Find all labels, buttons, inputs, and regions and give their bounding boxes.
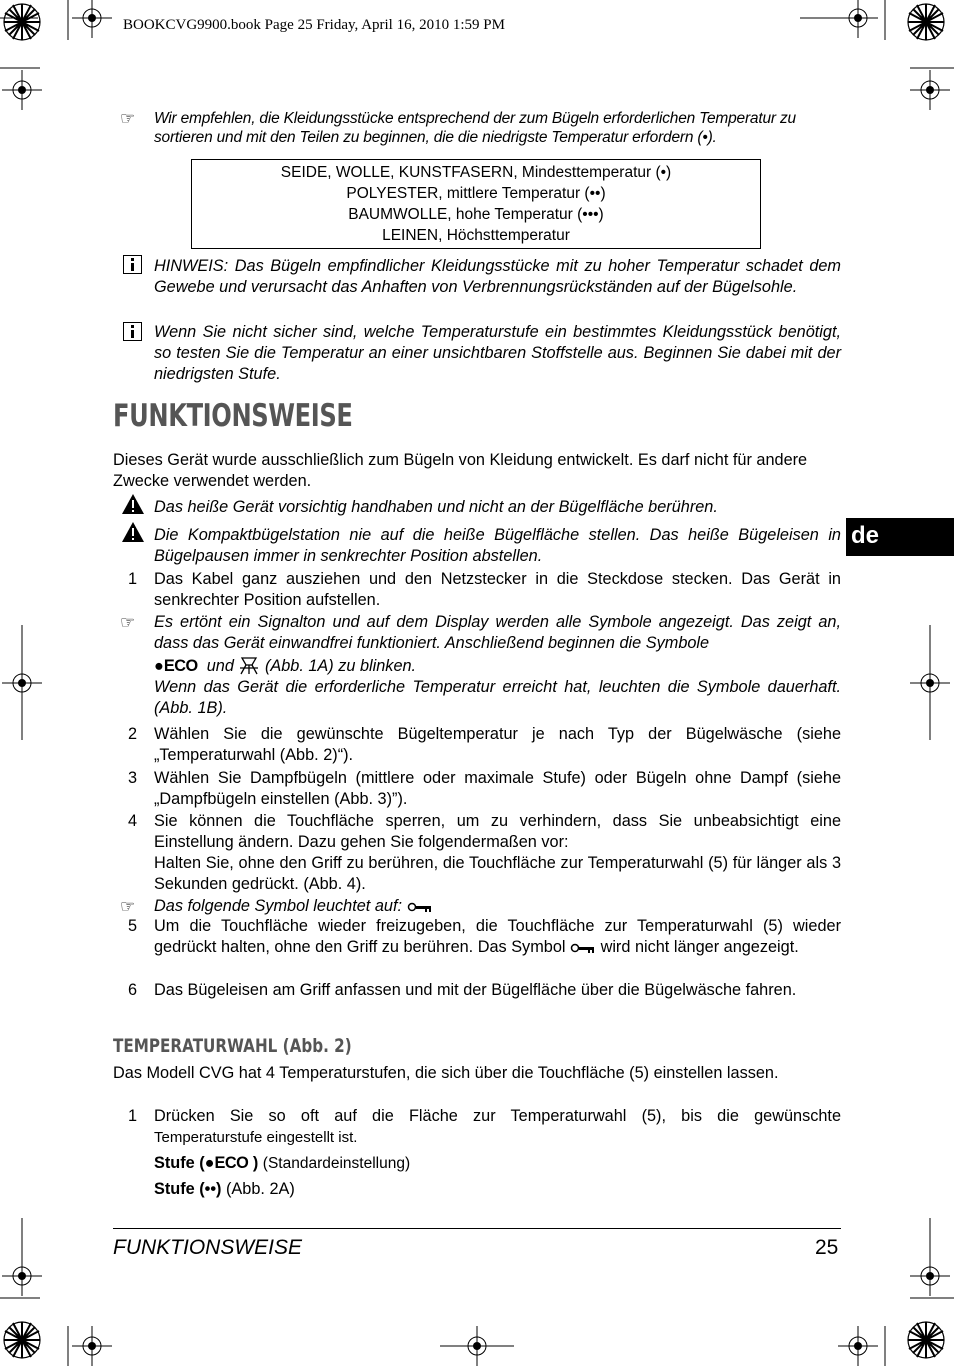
step-text: [154, 916, 841, 958]
level-eco: [154, 1153, 841, 1174]
intro-paragraph: Dieses Gerät wurde ausschließlich zum Bügeln von Kleidung entwickelt. Es darf nicht für andere Zwecke verwendet werden.: [113, 451, 808, 490]
tip-signal-text: Es ertönt ein Signalton und auf dem Display werden alle Symbole angezeigt. Das zeigt an, dass das Gerät einwandfrei funktioniert. Anschließend beginnen die Symbole: [154, 613, 841, 652]
info-icon: [123, 255, 142, 274]
page-number: 25: [815, 1236, 839, 1259]
note-delicate-fabrics: HINWEIS: Das Bügeln empfindlicher Kleidungsstücke mit zu hoher Temperatur schadet dem Gewebe und verursacht das Anhaften von Verbrennungsrückständen auf der Bügelsohle.: [154, 257, 841, 296]
eco-icon: ●ECO: [204, 1154, 249, 1172]
step-text-part: Sie können die Touchfläche sperren, um zu verhindern, dass Sie unbeabsichtigt eine Einstellung ändern. Dazu gehen Sie folgendermaßen vor:: [154, 812, 841, 851]
warning-station: Die Kompaktbügelstation nie auf die heiße Bügelfläche stellen. Das heiße Bügeleisen in Bügelpausen immer in senkrechter Position abstellen.: [154, 526, 841, 565]
print-header: BOOKCVG9900.book Page 25 Friday, April 16, 2010 1:59 PM: [123, 17, 505, 33]
step-text: Das Kabel ganz ausziehen und den Netzstecker in die Steckdose stecken. Das Gerät in senkrechter Position aufstellen.: [154, 570, 841, 609]
subsection-title: TEMPERATURWAHL (Abb. 2): [113, 1035, 352, 1057]
step-text: [154, 1106, 841, 1148]
level-two: [154, 1179, 841, 1200]
step-text-part: Temperaturstufe eingestellt ist.: [154, 1129, 358, 1146]
subsection-intro: Das Modell CVG hat 4 Temperaturstufen, die sich über die Touchfläche (5) einstellen lassen.: [113, 1064, 779, 1082]
table-row: LEINEN, Höchsttemperatur: [382, 227, 570, 244]
step-number: 2: [128, 725, 138, 743]
level-label: Stufe (••): [154, 1180, 222, 1198]
step-number: 6: [128, 981, 138, 999]
pointing-hand-icon: ☞: [120, 109, 136, 128]
step-number: 1: [128, 1107, 138, 1125]
level-note: (Abb. 2A): [226, 1180, 295, 1198]
level-note: (Standardeinstellung): [262, 1155, 411, 1172]
note-test-temperature: Wenn Sie nicht sicher sind, welche Temperaturstufe ein bestimmtes Kleidungsstück benötigt, so testen Sie die Temperatur an einer unsichtbaren Stoffstelle aus. Beginnen Sie dabei mit der niedrigsten Stufe.: [154, 323, 841, 383]
tip-blink: (Abb. 1A) zu blinken.: [264, 657, 417, 675]
key-icon: [570, 942, 596, 954]
tip-signal: [154, 612, 841, 719]
tip-sorting: Wir empfehlen, die Kleidungsstücke entsprechend der zum Bügeln erforderlichen Temperatur zu sortieren und mit den Teilen zu beginnen, die die niedrigste Temperatur erfordern (•).: [154, 110, 796, 146]
step-text: Das Bügeleisen am Griff anfassen und mit der Bügelfläche über die Bügelwäsche fahren.: [154, 981, 797, 999]
footer-title: FUNKTIONSWEISE: [113, 1236, 303, 1259]
step-text: Wählen Sie die gewünschte Bügeltemperatur je nach Typ der Bügelwäsche (siehe „Temperaturwahl (Abb. 2)“).: [154, 725, 841, 764]
step-number: 1: [128, 570, 138, 588]
steam-symbol-icon: [238, 654, 260, 676]
warning-hot-device: Das heiße Gerät vorsichtig handhaben und nicht an der Bügelfläche berühren.: [154, 498, 718, 516]
info-icon: [123, 322, 142, 341]
language-tab: de: [846, 518, 954, 556]
step-text-part: wird nicht länger angezeigt.: [600, 938, 799, 956]
tip-lock-text: Das folgende Symbol leuchtet auf:: [154, 897, 402, 915]
step-text-part: Drücken Sie so oft auf die Fläche zur Temperaturwahl (5), bis die gewünschte: [154, 1107, 841, 1125]
step-text: [154, 811, 841, 895]
pointing-hand-icon: ☞: [120, 897, 136, 916]
tip-lock-symbol: [154, 896, 841, 917]
pointing-hand-icon: ☞: [120, 613, 136, 632]
table-row: POLYESTER, mittlere Temperatur (••): [346, 185, 606, 202]
tip-signal-symbols: [154, 654, 841, 677]
step-text-part: Um die Touchfläche wieder freizugeben, die Touchfläche zur Temperaturwahl (5) wieder gedrückt halten, ohne den Griff zu berühren. Das Symbol: [154, 917, 841, 956]
level-label: Stufe (: [154, 1154, 205, 1172]
warning-icon: [121, 521, 145, 543]
table-row: BAUMWOLLE, hohe Temperatur (•••): [348, 206, 604, 223]
tip-steady: Wenn das Gerät die erforderliche Temperatur erreicht hat, leuchten die Symbole dauerhaft. (Abb. 1B).: [154, 678, 841, 717]
step-number: 4: [128, 812, 138, 830]
step-text-part: Halten Sie, ohne den Griff zu berühren, die Touchfläche zur Temperaturwahl (5) für länger als 3 Sekunden gedrückt. (Abb. 4).: [154, 854, 841, 893]
level-label-close: ): [248, 1154, 259, 1172]
tip-und: und: [206, 657, 234, 675]
key-icon: [407, 901, 433, 913]
footer-divider: [113, 1228, 841, 1229]
eco-icon: ●ECO: [154, 657, 198, 675]
temperature-table: [191, 159, 761, 249]
step-number: 3: [128, 769, 138, 787]
step-number: 5: [128, 917, 138, 935]
section-title: FUNKTIONSWEISE: [113, 398, 353, 434]
step-text: Wählen Sie Dampfbügeln (mittlere oder maximale Stufe) oder Bügeln ohne Dampf (siehe „Dampfbügeln einstellen (Abb. 3)”).: [154, 769, 841, 808]
warning-icon: [121, 493, 145, 515]
table-row: SEIDE, WOLLE, KUNSTFASERN, Mindesttemperatur (•): [280, 164, 672, 181]
